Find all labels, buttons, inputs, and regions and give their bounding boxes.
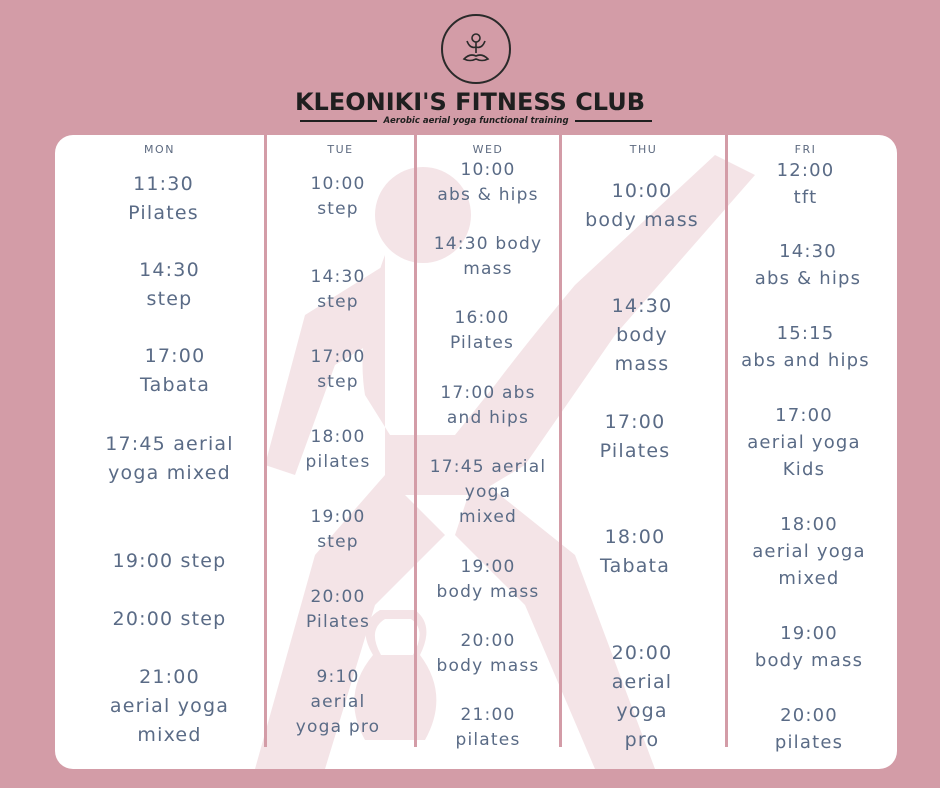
class-slot: 19:00 body mass — [754, 623, 864, 671]
class-slot: 14:30 body mass — [433, 234, 543, 279]
class-slot: 10:00 step — [310, 174, 366, 219]
class-slot: 10:00 body mass — [585, 180, 699, 231]
class-slot: 17:00 Pilates — [599, 411, 671, 462]
tagline-row — [300, 114, 652, 128]
class-slot: 14:30 step — [139, 259, 200, 310]
class-slot: 21:00 pilates — [455, 705, 521, 750]
class-slot: 14:30 step — [310, 267, 366, 312]
tagline-rule-right — [575, 120, 652, 122]
class-slot: 20:00 aerial yoga pro — [611, 642, 673, 751]
club-logo — [441, 14, 511, 84]
class-slot: 17:45 aerial yoga mixed — [105, 433, 234, 484]
class-slot: 19:00 body mass — [436, 557, 540, 602]
class-slot: 18:00 Tabata — [599, 526, 671, 577]
class-slot: 15:15 abs and hips — [741, 323, 870, 371]
schedule-card — [55, 135, 897, 769]
class-slot: 17:45 aerial yoga mixed — [429, 457, 547, 527]
class-slot: 14:30 abs & hips — [754, 241, 862, 289]
yoga-pose-icon — [456, 29, 496, 69]
class-slot: 20:00 Pilates — [305, 587, 371, 632]
class-slot: 9:10 aerial yoga pro — [295, 667, 381, 737]
club-name: KLEONIKI'S FITNESS CLUB — [294, 88, 646, 116]
class-slot: 21:00 aerial yoga mixed — [109, 666, 230, 746]
day-label-tue: TUE — [327, 143, 354, 156]
class-slot: 18:00 aerial yoga mixed — [752, 514, 866, 589]
class-slot: 16:00 Pilates — [449, 308, 515, 353]
class-slot: 12:00 tft — [776, 160, 835, 208]
tagline: Aerobic aerial yoga functional training — [383, 116, 569, 126]
class-slot: 20:00 step — [112, 608, 227, 630]
class-slot: 20:00 body mass — [436, 631, 540, 676]
class-slot: 19:00 step — [112, 550, 227, 572]
class-slot: 19:00 step — [310, 507, 366, 552]
tagline-rule-left — [300, 120, 377, 122]
day-label-thu: THU — [629, 143, 658, 156]
class-slot: 17:00 abs and hips — [440, 383, 536, 428]
day-label-wed: WED — [472, 143, 504, 156]
class-slot: 11:30 Pilates — [128, 173, 199, 224]
class-slot: 17:00 aerial yoga Kids — [747, 405, 861, 480]
class-slot: 17:00 step — [310, 347, 366, 392]
day-label-mon: MON — [144, 143, 175, 156]
class-slot: 10:00 abs & hips — [437, 160, 539, 205]
class-slot: 17:00 Tabata — [139, 345, 211, 396]
class-slot: 14:30 body mass — [611, 295, 673, 375]
day-label-fri: FRI — [794, 143, 817, 156]
class-slot: 20:00 pilates — [774, 705, 844, 753]
class-slot: 18:00 pilates — [305, 427, 371, 472]
